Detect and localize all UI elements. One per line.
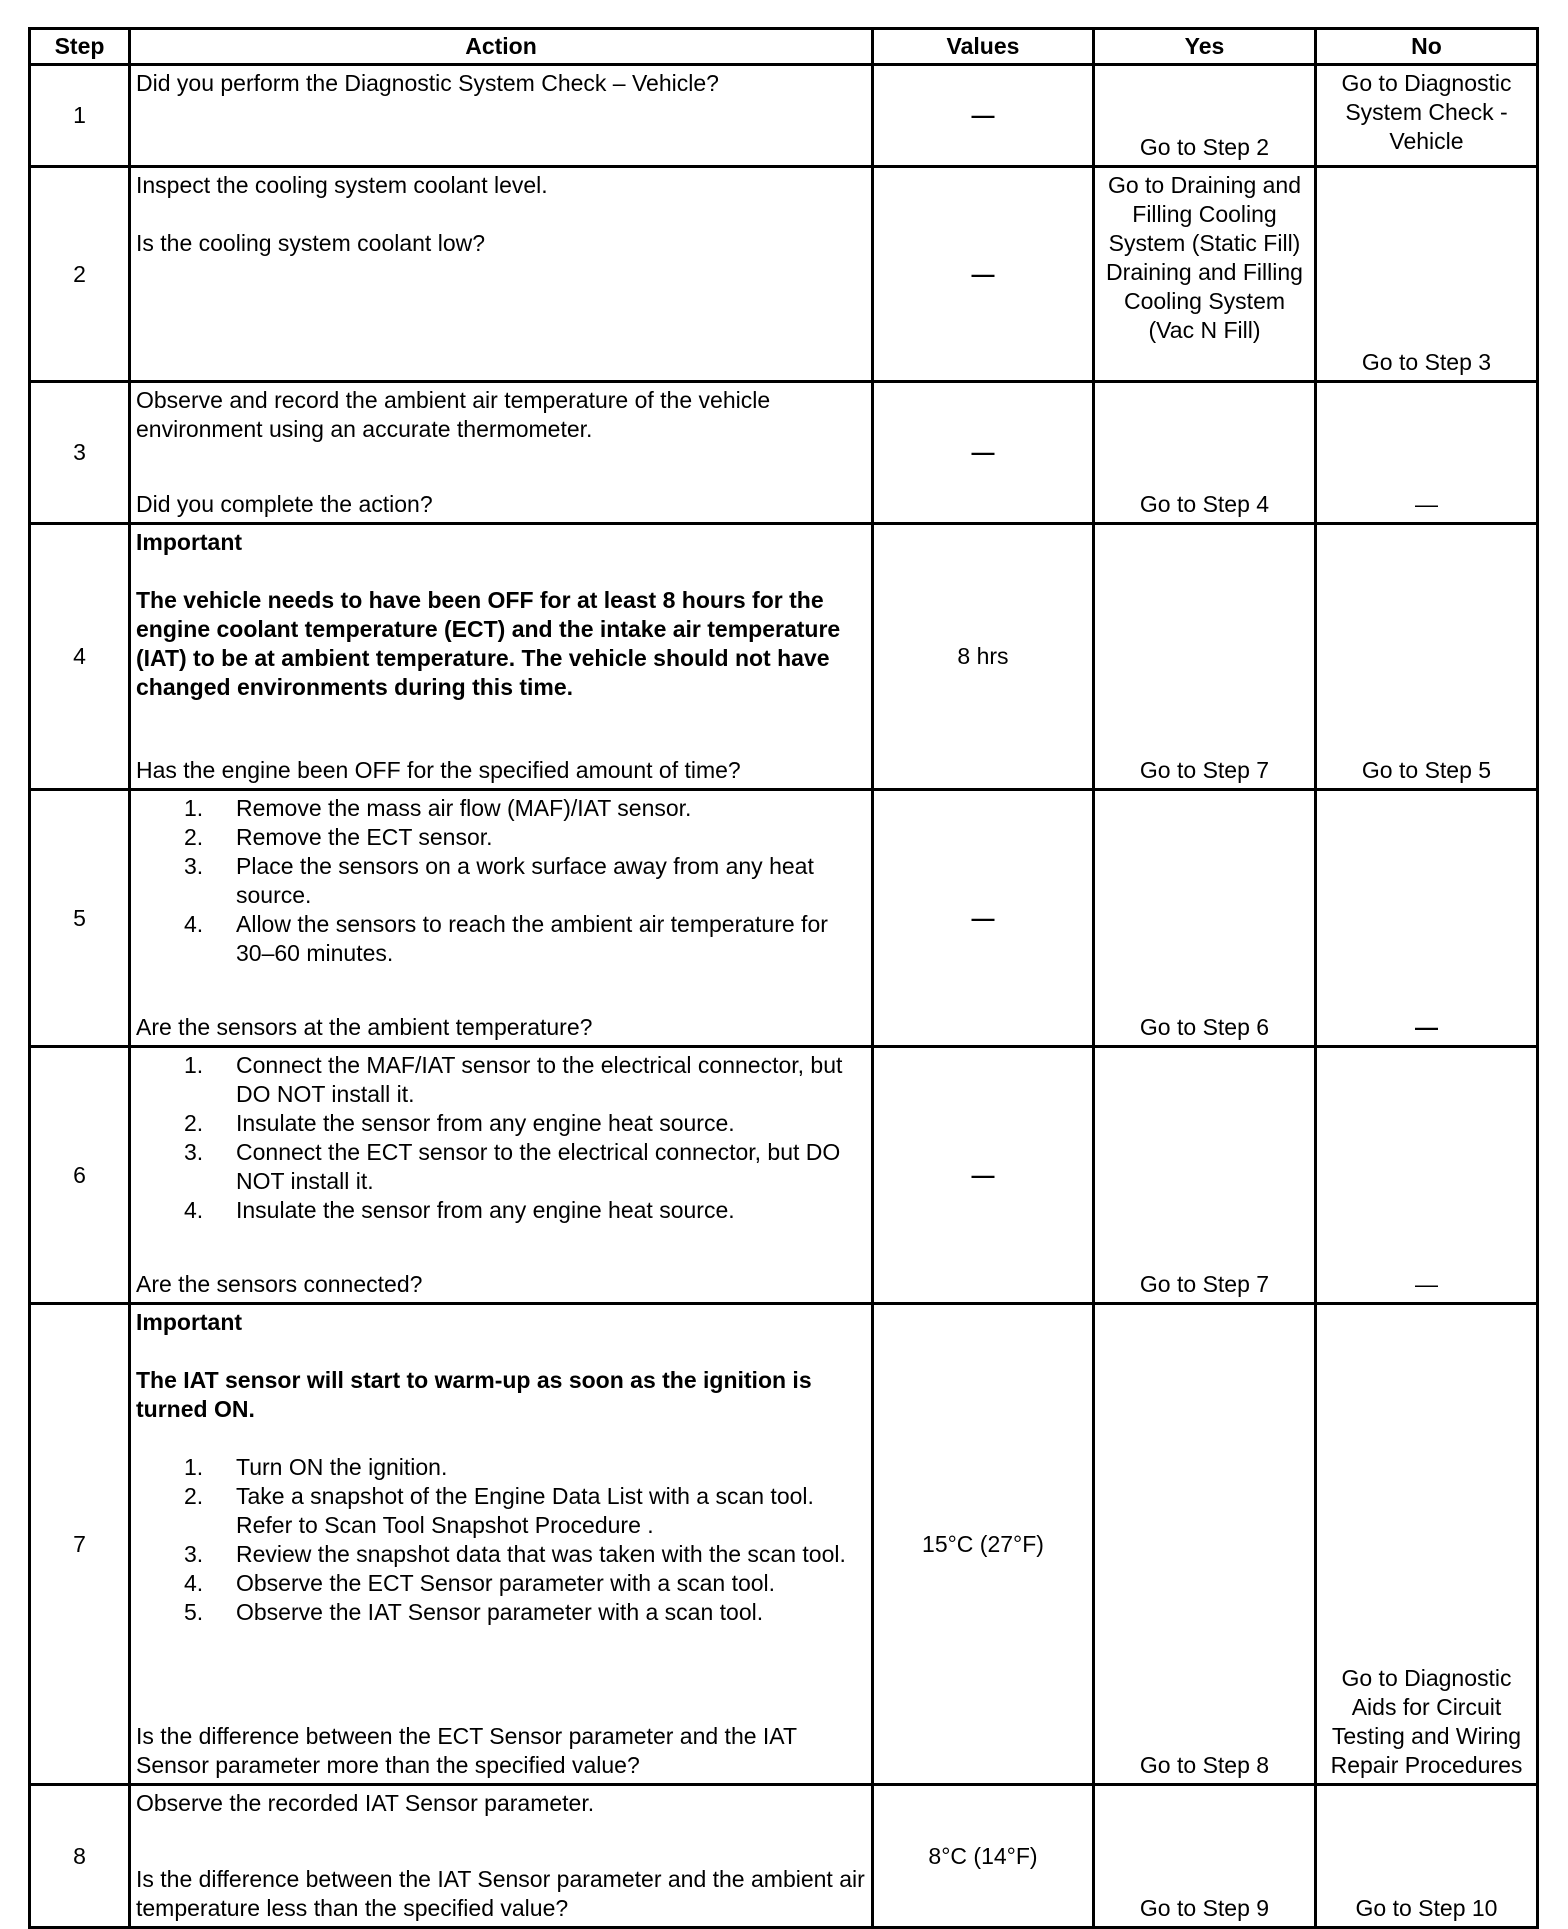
yes-action-text: Go to Step 9 — [1139, 1895, 1270, 1921]
action-content — [136, 386, 866, 519]
no-content — [1322, 69, 1531, 162]
no-action-text: — — [1415, 1014, 1438, 1040]
step-number: 6 — [30, 1047, 130, 1304]
procedure-number: 1. — [184, 1454, 204, 1480]
yes-action-text: Go to Step 6 — [1139, 1014, 1270, 1040]
yes-content — [1100, 1051, 1309, 1299]
action-text: Observe and record the ambient air temperature of the vehicle environment using an accurate thermometer. — [136, 387, 771, 442]
no-content — [1322, 794, 1531, 1042]
procedure-list — [136, 1453, 866, 1627]
action-instructions — [136, 69, 866, 98]
value-text: — — [971, 1161, 995, 1188]
procedure-number: 1. — [184, 1052, 204, 1078]
action-content — [136, 528, 866, 785]
no-cell — [1316, 1785, 1538, 1928]
step-number: 3 — [30, 382, 130, 524]
step-number: 7 — [30, 1304, 130, 1785]
procedure-text: Observe the ECT Sensor parameter with a scan tool. — [236, 1570, 776, 1596]
action-text: Observe the recorded IAT Sensor parameter. — [136, 1790, 595, 1816]
no-cell — [1316, 167, 1538, 382]
step-number: 5 — [30, 790, 130, 1047]
yes-action-text: Go to Step 7 — [1139, 1271, 1270, 1297]
action-text: Did you perform the Diagnostic System Check – Vehicle? — [136, 70, 719, 96]
spacer — [136, 200, 866, 229]
no-content — [1322, 1308, 1531, 1780]
header-no: No — [1316, 29, 1538, 65]
procedure-text: Remove the ECT sensor. — [236, 824, 493, 850]
value-text: — — [971, 102, 995, 128]
procedure-text: Connect the ECT sensor to the electrical connector, but DO NOT install it. — [236, 1139, 841, 1194]
action-content — [136, 171, 866, 377]
action-text: The vehicle needs to have been OFF for at least 8 hours for the engine coolant temperature (ECT) and the intake air temperature (IAT) to be at ambient temperature. The vehicle should not have changed environments during this time. — [136, 587, 841, 700]
yes-cell — [1094, 65, 1316, 167]
yes-cell — [1094, 524, 1316, 790]
step-number: 1 — [30, 65, 130, 167]
yes-action-text: Go to Step 8 — [1139, 1752, 1270, 1778]
no-cell — [1316, 1047, 1538, 1304]
procedure-item — [136, 1138, 866, 1196]
yes-cell — [1094, 382, 1316, 524]
action-text: Important — [136, 1309, 243, 1335]
procedure-item — [136, 1109, 866, 1138]
action-cell — [130, 1304, 873, 1785]
procedure-text: Place the sensors on a work surface away from any heat source. — [236, 853, 814, 908]
procedure-number: 5. — [184, 1599, 204, 1625]
procedure-item — [136, 1051, 866, 1109]
action-content — [136, 1789, 866, 1923]
spacer — [136, 1337, 866, 1366]
yes-action-text: Go to Step 4 — [1139, 491, 1270, 517]
procedure-text: Insulate the sensor from any engine heat source. — [236, 1110, 735, 1136]
diagnostic-table — [28, 27, 1539, 1929]
action-question — [136, 490, 866, 519]
question-text: Has the engine been OFF for the specified amount of time? — [136, 757, 741, 783]
action-cell — [130, 167, 873, 382]
question-text: Is the difference between the IAT Sensor parameter and the ambient air temperature less than the specified value? — [136, 1866, 865, 1921]
action-instructions — [136, 1789, 866, 1818]
table-row — [30, 382, 1538, 524]
yes-action-text: Go to Draining and Filling Cooling System (Static Fill) Draining and Filling Cooling System (Vac N Fill) — [1106, 172, 1303, 343]
value-text: — — [971, 260, 995, 287]
table-row — [30, 790, 1538, 1047]
yes-cell — [1094, 790, 1316, 1047]
no-cell — [1316, 790, 1538, 1047]
table-row — [30, 1304, 1538, 1785]
procedure-text: Allow the sensors to reach the ambient air temperature for 30–60 minutes. — [236, 911, 828, 966]
yes-content — [1100, 528, 1309, 785]
procedure-item — [136, 1598, 866, 1627]
table-row — [30, 1047, 1538, 1304]
procedure-item — [136, 852, 866, 910]
values-cell — [873, 1304, 1094, 1785]
yes-cell — [1094, 1304, 1316, 1785]
yes-action-text: Go to Step 2 — [1139, 134, 1270, 160]
action-question — [136, 756, 866, 785]
no-content — [1322, 1789, 1531, 1923]
table-row — [30, 65, 1538, 167]
value-text: 8 hrs — [957, 643, 1009, 669]
value-text: — — [971, 904, 995, 931]
action-cell — [130, 1047, 873, 1304]
table-row — [30, 167, 1538, 382]
procedure-list — [136, 1051, 866, 1225]
value-text: — — [971, 439, 995, 465]
values-cell — [873, 1785, 1094, 1928]
yes-action-text: Go to Step 7 — [1139, 757, 1270, 783]
no-action-text: Go to Step 10 — [1355, 1895, 1498, 1921]
no-content — [1322, 171, 1531, 377]
action-text: The IAT sensor will start to warm-up as soon as the ignition is turned ON. — [136, 1367, 812, 1422]
procedure-number: 3. — [184, 1139, 204, 1165]
procedure-number: 3. — [184, 1541, 204, 1567]
yes-content — [1100, 171, 1309, 377]
yes-content — [1100, 386, 1309, 519]
no-cell — [1316, 1304, 1538, 1785]
table-row — [30, 524, 1538, 790]
question-text: Are the sensors at the ambient temperature? — [136, 1014, 593, 1040]
procedure-item — [136, 1540, 866, 1569]
no-action-text: Go to Diagnostic System Check - Vehicle — [1341, 70, 1512, 154]
values-cell — [873, 382, 1094, 524]
action-content — [136, 69, 866, 162]
procedure-number: 2. — [184, 824, 204, 850]
procedure-number: 3. — [184, 853, 204, 879]
step-number: 2 — [30, 167, 130, 382]
table-row — [30, 1785, 1538, 1928]
action-question — [136, 1722, 866, 1780]
no-cell — [1316, 524, 1538, 790]
action-cell — [130, 1785, 873, 1928]
yes-cell — [1094, 167, 1316, 382]
procedure-item — [136, 1482, 866, 1540]
header-row — [30, 29, 1538, 65]
header-step: Step — [30, 29, 130, 65]
procedure-text: Turn ON the ignition. — [236, 1454, 448, 1480]
question-text: Are the sensors connected? — [136, 1271, 423, 1297]
action-question — [136, 1270, 866, 1299]
values-cell — [873, 524, 1094, 790]
values-cell — [873, 1047, 1094, 1304]
header-yes: Yes — [1094, 29, 1316, 65]
yes-content — [1100, 1789, 1309, 1923]
no-action-text: — — [1415, 491, 1438, 517]
procedure-item — [136, 1196, 866, 1225]
procedure-number: 2. — [184, 1110, 204, 1136]
no-cell — [1316, 65, 1538, 167]
procedure-item — [136, 910, 866, 968]
procedure-text: Remove the mass air flow (MAF)/IAT sensor. — [236, 795, 692, 821]
procedure-item — [136, 1569, 866, 1598]
no-cell — [1316, 382, 1538, 524]
question-text: Is the difference between the ECT Sensor parameter and the IAT Sensor parameter more than the specified value? — [136, 1723, 797, 1778]
procedure-number: 4. — [184, 911, 204, 937]
procedure-item — [136, 794, 866, 823]
procedure-text: Insulate the sensor from any engine heat source. — [236, 1197, 735, 1223]
procedure-text: Observe the IAT Sensor parameter with a scan tool. — [236, 1599, 764, 1625]
yes-cell — [1094, 1047, 1316, 1304]
action-instructions — [136, 528, 866, 702]
procedure-text: Take a snapshot of the Engine Data List with a scan tool. Refer to Scan Tool Snapshot Procedure . — [236, 1483, 814, 1538]
no-action-text: Go to Step 3 — [1361, 349, 1492, 375]
action-content — [136, 1308, 866, 1780]
procedure-number: 4. — [184, 1197, 204, 1223]
spacer — [136, 557, 866, 586]
header-values: Values — [873, 29, 1094, 65]
action-cell — [130, 790, 873, 1047]
action-cell — [130, 524, 873, 790]
no-content — [1322, 386, 1531, 519]
action-instructions — [136, 1051, 866, 1225]
action-question — [136, 1865, 866, 1923]
values-cell — [873, 167, 1094, 382]
action-instructions — [136, 794, 866, 968]
action-cell — [130, 382, 873, 524]
procedure-item — [136, 823, 866, 852]
no-content — [1322, 528, 1531, 785]
no-action-text: — — [1415, 1271, 1438, 1297]
no-action-text: Go to Diagnostic Aids for Circuit Testing and Wiring Repair Procedures — [1330, 1665, 1523, 1778]
value-text: 8°C (14°F) — [928, 1842, 1038, 1869]
action-text: Inspect the cooling system coolant level. — [136, 172, 548, 198]
procedure-text: Connect the MAF/IAT sensor to the electrical connector, but DO NOT install it. — [236, 1052, 843, 1107]
procedure-text: Review the snapshot data that was taken with the scan tool. — [236, 1541, 846, 1567]
procedure-number: 4. — [184, 1570, 204, 1596]
table-body — [30, 65, 1538, 1928]
yes-content — [1100, 69, 1309, 162]
no-action-text: Go to Step 5 — [1361, 757, 1492, 783]
header-action: Action — [130, 29, 873, 65]
values-cell — [873, 790, 1094, 1047]
action-instructions — [136, 386, 866, 444]
action-question — [136, 1013, 866, 1042]
action-text: Important — [136, 529, 243, 555]
yes-cell — [1094, 1785, 1316, 1928]
values-cell — [873, 65, 1094, 167]
action-content — [136, 1051, 866, 1299]
action-text: Is the cooling system coolant low? — [136, 230, 486, 256]
action-instructions — [136, 1308, 866, 1627]
procedure-number: 1. — [184, 795, 204, 821]
step-number: 4 — [30, 524, 130, 790]
yes-content — [1100, 794, 1309, 1042]
step-number: 8 — [30, 1785, 130, 1928]
procedure-list — [136, 794, 866, 968]
yes-content — [1100, 1308, 1309, 1780]
action-cell — [130, 65, 873, 167]
procedure-number: 2. — [184, 1483, 204, 1509]
value-text: 15°C (27°F) — [922, 1530, 1044, 1557]
procedure-item — [136, 1453, 866, 1482]
action-content — [136, 794, 866, 1042]
action-instructions — [136, 171, 866, 258]
question-text: Did you complete the action? — [136, 491, 433, 517]
no-content — [1322, 1051, 1531, 1299]
